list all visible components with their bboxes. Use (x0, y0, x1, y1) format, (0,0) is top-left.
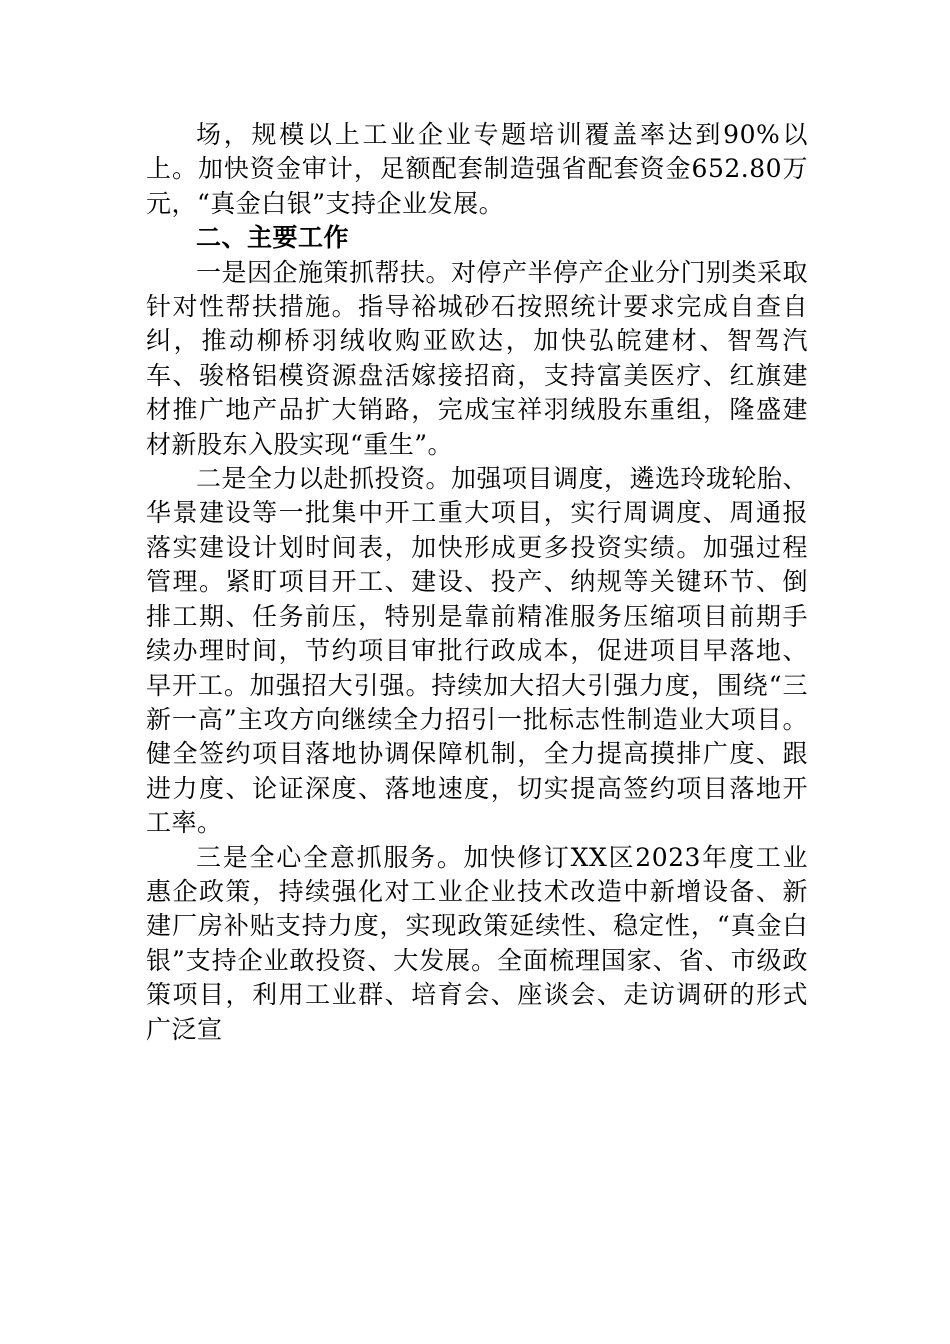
paragraph-funding: 场，规模以上工业企业专题培训覆盖率达到90%以上。加快资金审计，足额配套制造强省配套资金652.80万元，“真金白银”支持企业发展。 (146, 120, 808, 218)
paragraph-assistance: 一是因企施策抓帮扶。对停产半停产企业分门别类采取针对性帮扶措施。指导裕城砂石按照统计要求完成自查自纠，推动柳桥羽绒收购亚欧达，加快弘皖建材、智驾汽车、骏格铝模资源盘活嫁接招商，支持富美医疗、红旗建材推广地产品扩大销路，完成宝祥羽绒股东重组，隆盛建材新股东入股实现“重生”。 (146, 257, 809, 459)
paragraph-investment: 二是全力以赴抓投资。加强项目调度，遴选玲珑轮胎、华景建设等一批集中开工重大项目，实行周调度、周通报落实建设计划时间表，加快形成更多投资实绩。加强过程管理。紧盯项目开工、建设、投产、纳规等关键环节、倒排工期、任务前压，特别是靠前精准服务压缩项目前期手续办理时间，节约项目审批行政成本，促进项目早落地、早开工。加强招大引强。持续加大招大引强力度，围绕“三新一高”主攻方向继续全力招引一批标志性制造业大项目。健全签约项目落地协调保障机制，全力提高摸排广度、跟进力度、论证深度、落地速度，切实提高签约项目落地开工率。 (146, 464, 809, 838)
paragraph-service: 三是全心全意抓服务。加快修订XX区2023年度工业惠企政策，持续强化对工业企业技术改造中新增设备、新建厂房补贴支持力度，实现政策延续性、稳定性，“真金白银”支持企业敢投资、大发展。全面梳理国家、省、市级政策项目，利用工业群、培育会、座谈会、走访调研的形式广泛宣 (146, 842, 808, 1044)
document-page (146, 118, 808, 1047)
section-heading-main-work: 二、主要工作 (196, 223, 350, 253)
